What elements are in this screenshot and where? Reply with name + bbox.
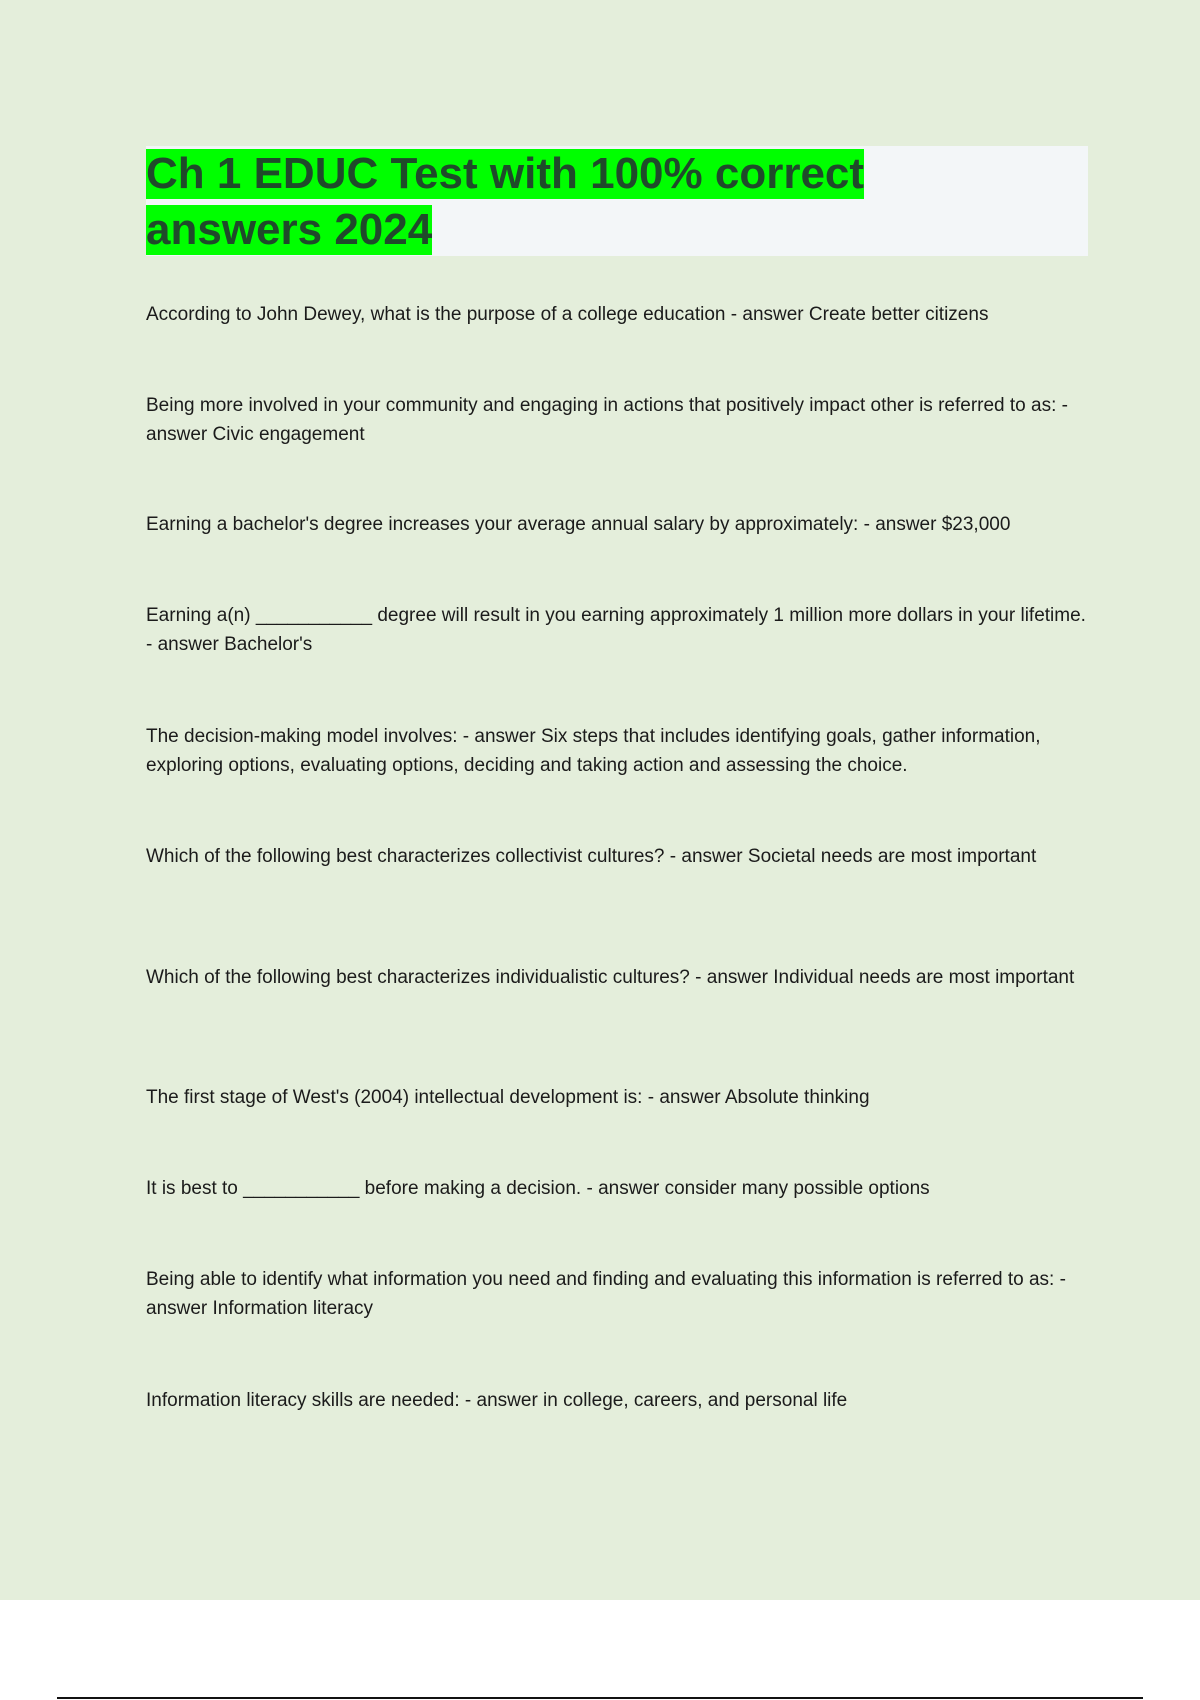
document-title — [146, 146, 946, 258]
qa-item-10: Being able to identify what information you need and finding and evaluating this information is referred to as: - answer Information literacy — [146, 1269, 1066, 1319]
qa-item-6: Which of the following best characterizes collectivist cultures? - answer Societal needs are most important — [146, 846, 1037, 867]
qa-item-2: Being more involved in your community and engaging in actions that positively impact other is referred to as: - answer Civic engagement — [146, 395, 1068, 445]
qa-item-5: The decision-making model involves: - answer Six steps that includes identifying goals, gather information, exploring options, evaluating options, deciding and taking action and assessing the choice. — [146, 726, 1041, 776]
qa-item-7: Which of the following best characterizes individualistic cultures? - answer Individual needs are most important — [146, 967, 1075, 988]
qa-item-8: The first stage of West's (2004) intellectual development is: - answer Absolute thinking — [146, 1087, 870, 1108]
qa-item-3: Earning a bachelor's degree increases your average annual salary by approximately: - answer $23,000 — [146, 514, 1011, 535]
qa-item-9: It is best to ___________ before making a decision. - answer consider many possible options — [146, 1178, 930, 1199]
footer-rule — [57, 1697, 1143, 1699]
qa-item-4: Earning a(n) ___________ degree will result in you earning approximately 1 million more dollars in your lifetime. - answer Bachelor's — [146, 605, 1086, 655]
title-block — [146, 146, 1088, 256]
title-highlight: Ch 1 EDUC Test with 100% correct answers 2024 — [146, 149, 865, 254]
qa-item-11: Information literacy skills are needed: - answer in college, careers, and personal life — [146, 1390, 848, 1411]
qa-item-1: According to John Dewey, what is the purpose of a college education - answer Create better citizens — [146, 304, 989, 325]
